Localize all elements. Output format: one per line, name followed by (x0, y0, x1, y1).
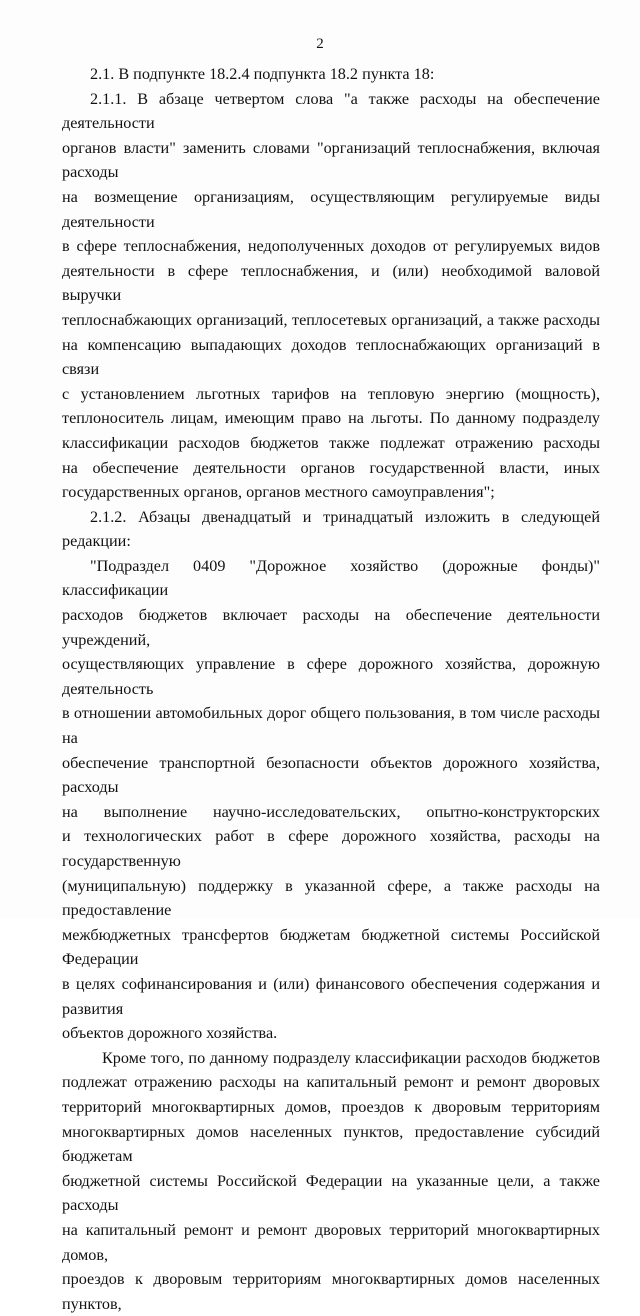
text-line: на капитальный ремонт и ремонт дворовых территорий многоквартирных домов, (62, 1220, 600, 1264)
text-line: на выполнение научно-исследовательских, опытно-конструкторских (62, 802, 600, 821)
text-line: на компенсацию выпадающих доходов теплоснабжающих организаций в связи (62, 335, 600, 379)
text-line: в целях софинансирования и (или) финансового обеспечения содержания и развития (62, 974, 600, 1018)
text-line: с установлением льготных тарифов на тепловую энергию (мощность), (62, 384, 600, 403)
text-line: и технологических работ в сфере дорожного хозяйства, расходы на государственную (62, 827, 600, 870)
text-line: в отношении автомобильных дорог общего пользования, в том числе расходы на (62, 704, 600, 748)
text-line: многоквартирных домов населенных пунктов, предоставление субсидий бюджетам (62, 1122, 600, 1166)
text-line: проездов к дворовым территориям многоквартирных домов населенных пунктов, (62, 1270, 600, 1313)
text-line: объектов дорожного хозяйства. (62, 1024, 278, 1043)
text-line: "Подраздел 0409 "Дорожное хозяйство (дорожные фонды)" классификации (62, 556, 600, 600)
text-line: Кроме того, по данному подразделу классификации расходов бюджетов (102, 1048, 600, 1067)
text-line: подлежат отражению расходы на капитальный ремонт и ремонт дворовых (62, 1073, 600, 1092)
text-line: осуществляющих управление в сфере дорожного хозяйства, дорожную деятельность (62, 655, 600, 698)
text-line: бюджетной системы Российской Федерации на указанные цели, а также расходы (62, 1171, 600, 1215)
text-line: государственных органов, органов местного самоуправления"; (62, 483, 495, 502)
text-line: деятельности в сфере теплоснабжения, и (или) необходимой валовой выручки (62, 261, 600, 305)
page-number: 2 (316, 36, 324, 52)
text-line: межбюджетных трансфертов бюджетам бюджетной системы Российской Федерации (62, 925, 600, 969)
text-line: классификации расходов бюджетов также подлежат отражению расходы (62, 433, 600, 452)
text-line: 2.1.1. В абзаце четвертом слова "а также расходы на обеспечение деятельности (62, 89, 600, 133)
text-line: на возмещение организациям, осуществляющим регулируемые виды деятельности (62, 187, 600, 231)
document-body (62, 62, 600, 1316)
text-line: расходов бюджетов включает расходы на обеспечение деятельности учреждений, (62, 606, 600, 649)
text-line: территорий многоквартирных домов, проездов к дворовым территориям (62, 1097, 600, 1116)
text-line: на обеспечение деятельности органов государственной власти, иных (62, 458, 600, 477)
text-line: (муниципальную) поддержку в указанной сфере, а также расходы на предоставление (62, 876, 600, 920)
text-line: обеспечение транспортной безопасности объектов дорожного хозяйства, расходы (62, 753, 600, 797)
text-line: 2.1. В подпункте 18.2.4 подпункта 18.2 пункта 18: (90, 65, 435, 83)
text-line: теплоснабжающих организаций, теплосетевых организаций, а также расходы (62, 310, 600, 329)
text-line: в сфере теплоснабжения, недополученных доходов от регулируемых видов (62, 237, 600, 256)
text-line: органов власти" заменить словами "организаций теплоснабжения, включая расходы (62, 138, 600, 182)
text-line: теплоноситель лицам, имеющим право на льготы. По данному подразделу (62, 409, 600, 428)
text-line: 2.1.2. Абзацы двенадцатый и тринадцатый изложить в следующей редакции: (62, 507, 600, 551)
